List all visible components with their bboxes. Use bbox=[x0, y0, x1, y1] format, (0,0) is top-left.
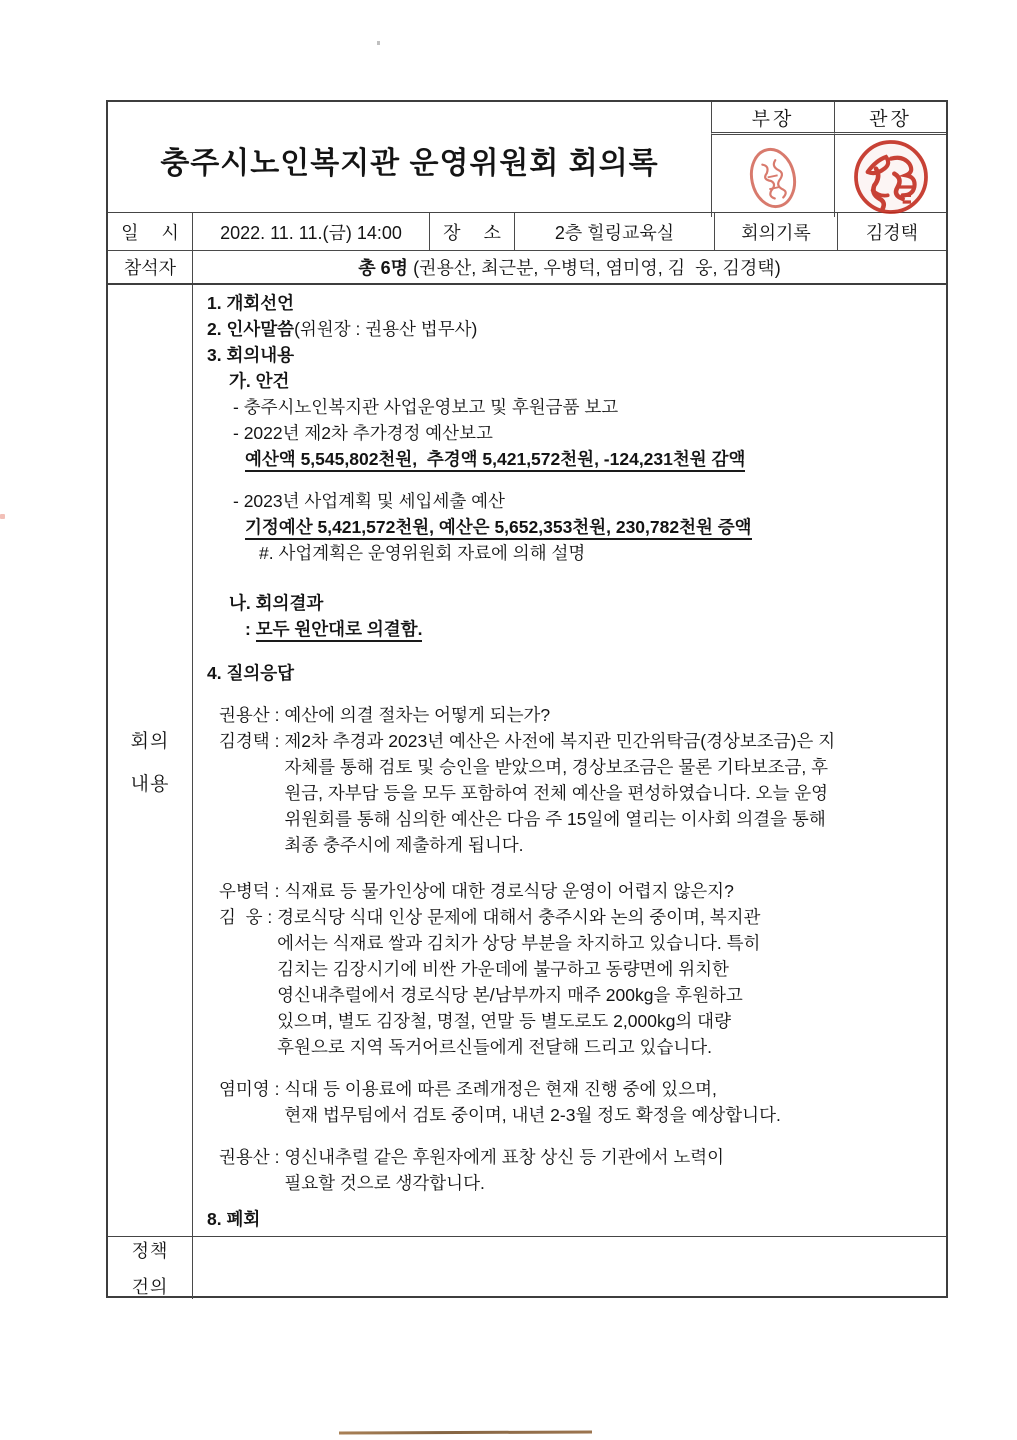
speech-line: 현재 법무팀에서 검토 중이며, 내년 2-3월 정도 확정을 예상합니다. bbox=[284, 1105, 781, 1125]
scan-speck bbox=[377, 41, 380, 45]
bujang-seal-stamp-icon bbox=[737, 139, 809, 217]
attendee-label: 참석자 bbox=[123, 258, 177, 278]
policy-label-line1: 정책 bbox=[131, 1241, 169, 1261]
content-line: - 2023년 사업계획 및 세입세출 예산 bbox=[233, 491, 505, 511]
speech-line: 김치는 김장시기에 비싼 가운데에 불구하고 동량면에 위치한 bbox=[277, 959, 729, 979]
line-spacer bbox=[193, 858, 938, 878]
content-line: - 2022년 제2차 추가경정 예산보고 bbox=[233, 423, 493, 443]
speaker-name: 염미영 bbox=[219, 1079, 270, 1099]
content-line bbox=[193, 514, 938, 540]
speech-text bbox=[284, 728, 938, 858]
speech-text bbox=[277, 904, 938, 1060]
speech-line: 경로식당 식대 인상 문제에 대해서 충주시와 논의 중이며, 복지관 bbox=[277, 907, 761, 927]
speech-line: 원금, 자부담 등을 모두 포함하여 전체 예산을 편성하였습니다. 오늘 운영 bbox=[284, 783, 829, 803]
line-spacer bbox=[193, 1128, 938, 1144]
scan-bottom-artifact bbox=[339, 1430, 592, 1434]
content-line: 1. 개회선언 bbox=[207, 293, 295, 313]
date-label: 일 시 bbox=[121, 222, 179, 243]
line-spacer bbox=[193, 686, 938, 702]
recorder-label: 회의기록 bbox=[714, 213, 837, 250]
line-spacer bbox=[193, 472, 938, 488]
speech-line: 후원으로 지역 독거어르신들에게 전달해 드리고 있습니다. bbox=[277, 1037, 713, 1057]
attendee-names: (권용산, 최근분, 우병덕, 염미영, 김 웅, 김경택) bbox=[408, 258, 781, 278]
speech-line: 자체를 통해 검토 및 승인을 받았으며, 경상보조금은 물론 기타보조금, 후 bbox=[284, 757, 829, 777]
speech-line: 위원회를 통해 심의한 예산은 다음 주 15일에 열리는 이사회 의결을 통해 bbox=[284, 809, 826, 829]
speaker-name: 권용산 bbox=[219, 705, 270, 725]
speech-line: 있으며, 별도 김장철, 명절, 연말 등 별도로도 2,000kg의 대량 bbox=[277, 1011, 731, 1031]
approval-label-bujang: 부장 bbox=[711, 102, 834, 135]
speech-text bbox=[284, 1076, 938, 1128]
speech-block bbox=[193, 904, 938, 1060]
place-label: 장 소 bbox=[429, 213, 514, 250]
line-spacer bbox=[193, 566, 938, 590]
speech-line: 예산에 의결 절차는 어떻게 되는가? bbox=[284, 705, 551, 725]
content-section-label bbox=[108, 285, 192, 1236]
policy-label-line2: 건의 bbox=[131, 1277, 169, 1297]
attendee-row bbox=[108, 250, 946, 283]
line-spacer bbox=[193, 1060, 938, 1076]
minutes-table bbox=[106, 100, 948, 1298]
speech-line: 최종 충주시에 제출하게 됩니다. bbox=[284, 835, 524, 855]
speaker-name: 김 웅 bbox=[219, 907, 263, 927]
speaker-colon: : bbox=[269, 1147, 285, 1167]
speaker-colon: : bbox=[269, 731, 285, 751]
policy-suggestion-row bbox=[108, 1236, 946, 1296]
speech-line: 필요할 것으로 생각합니다. bbox=[284, 1173, 485, 1193]
speech-block bbox=[193, 878, 938, 904]
speech-line: 영신내추럴 같은 후원자에게 표창 상신 등 기관에서 노력이 bbox=[284, 1147, 725, 1167]
content-line bbox=[193, 616, 938, 642]
speaker-colon: : bbox=[269, 1079, 285, 1099]
speaker-name: 김경택 bbox=[219, 731, 270, 751]
speaker-colon: : bbox=[269, 881, 285, 901]
gwanjang-stamp-cell bbox=[834, 135, 946, 217]
content-line: 8. 폐회 bbox=[207, 1209, 261, 1229]
content-line: 나. 회의결과 bbox=[229, 593, 324, 613]
speech-block bbox=[193, 1144, 938, 1196]
content-line: 가. 안건 bbox=[229, 371, 290, 391]
scan-edge-mark bbox=[0, 514, 5, 519]
text-segment: 모두 원안대로 의결함. bbox=[256, 619, 423, 642]
speech-text bbox=[284, 702, 938, 728]
content-line: 3. 회의내용 bbox=[207, 345, 295, 365]
meeting-content bbox=[192, 285, 946, 1236]
speech-text bbox=[284, 878, 938, 904]
header-row bbox=[108, 102, 946, 212]
policy-content bbox=[192, 1237, 946, 1299]
date-value: 2022. 11. 11.(금) 14:00 bbox=[192, 213, 429, 250]
content-line: - 충주시노인복지관 사업운영보고 및 후원금품 보고 bbox=[233, 397, 619, 417]
content-line bbox=[193, 446, 938, 472]
content-line: 4. 질의응답 bbox=[207, 663, 295, 683]
place-value: 2층 힐링교육실 bbox=[514, 213, 714, 250]
speech-block bbox=[193, 1076, 938, 1128]
main-content-row bbox=[108, 283, 946, 1236]
attendee-value bbox=[192, 251, 946, 283]
speaker-name: 우병덕 bbox=[219, 881, 270, 901]
bujang-stamp-cell bbox=[711, 135, 834, 217]
speaker-colon: : bbox=[269, 705, 285, 725]
speech-line: 에서는 식재료 쌀과 김치가 상당 부분을 차지하고 있습니다. 특히 bbox=[277, 933, 761, 953]
speech-text bbox=[284, 1144, 938, 1196]
text-segment: (위원장 : 권용산 법무사) bbox=[294, 319, 478, 339]
gwanjang-seal-stamp-icon bbox=[844, 137, 938, 217]
speech-block bbox=[193, 728, 938, 858]
meeting-info-row bbox=[108, 212, 946, 250]
speech-line: 제2차 추경과 2023년 예산은 사전에 복지관 민간위탁금(경상보조금)은 지 bbox=[284, 731, 836, 751]
content-section-label-line1: 회의 bbox=[130, 730, 170, 752]
speech-line: 식대 등 이용료에 따른 조례개정은 현재 진행 중에 있으며, bbox=[284, 1079, 717, 1099]
speech-line: 영신내추럴에서 경로식당 본/남부까지 매주 200kg을 후원하고 bbox=[277, 985, 743, 1005]
line-spacer bbox=[193, 642, 938, 660]
speaker-colon: : bbox=[262, 907, 278, 927]
speaker-name: 권용산 bbox=[219, 1147, 270, 1167]
speech-line: 식재료 등 물가인상에 대한 경로식당 운영이 어렵지 않은지? bbox=[284, 881, 734, 901]
text-segment: : bbox=[245, 619, 256, 639]
text-segment: 2. 인사말씀 bbox=[207, 319, 295, 339]
content-section-label-line2: 내용 bbox=[130, 773, 170, 795]
line-spacer bbox=[193, 1196, 938, 1206]
content-line: #. 사업계획은 운영위원회 자료에 의해 설명 bbox=[259, 543, 586, 563]
page-title: 충주시노인복지관 운영위원회 회의록 bbox=[160, 146, 659, 180]
attendee-count: 총 6명 bbox=[358, 258, 409, 278]
policy-section-label bbox=[108, 1237, 192, 1299]
content-line bbox=[193, 316, 938, 342]
speech-block bbox=[193, 702, 938, 728]
recorder-value: 김경택 bbox=[837, 213, 946, 250]
approval-label-gwanjang: 관장 bbox=[834, 102, 946, 135]
underlined-text: 예산액 5,545,802천원, 추경액 5,421,572천원, -124,231천원 감액 bbox=[245, 449, 745, 472]
underlined-text: 기정예산 5,421,572천원, 예산은 5,652,353천원, 230,782천원 증액 bbox=[245, 517, 752, 540]
